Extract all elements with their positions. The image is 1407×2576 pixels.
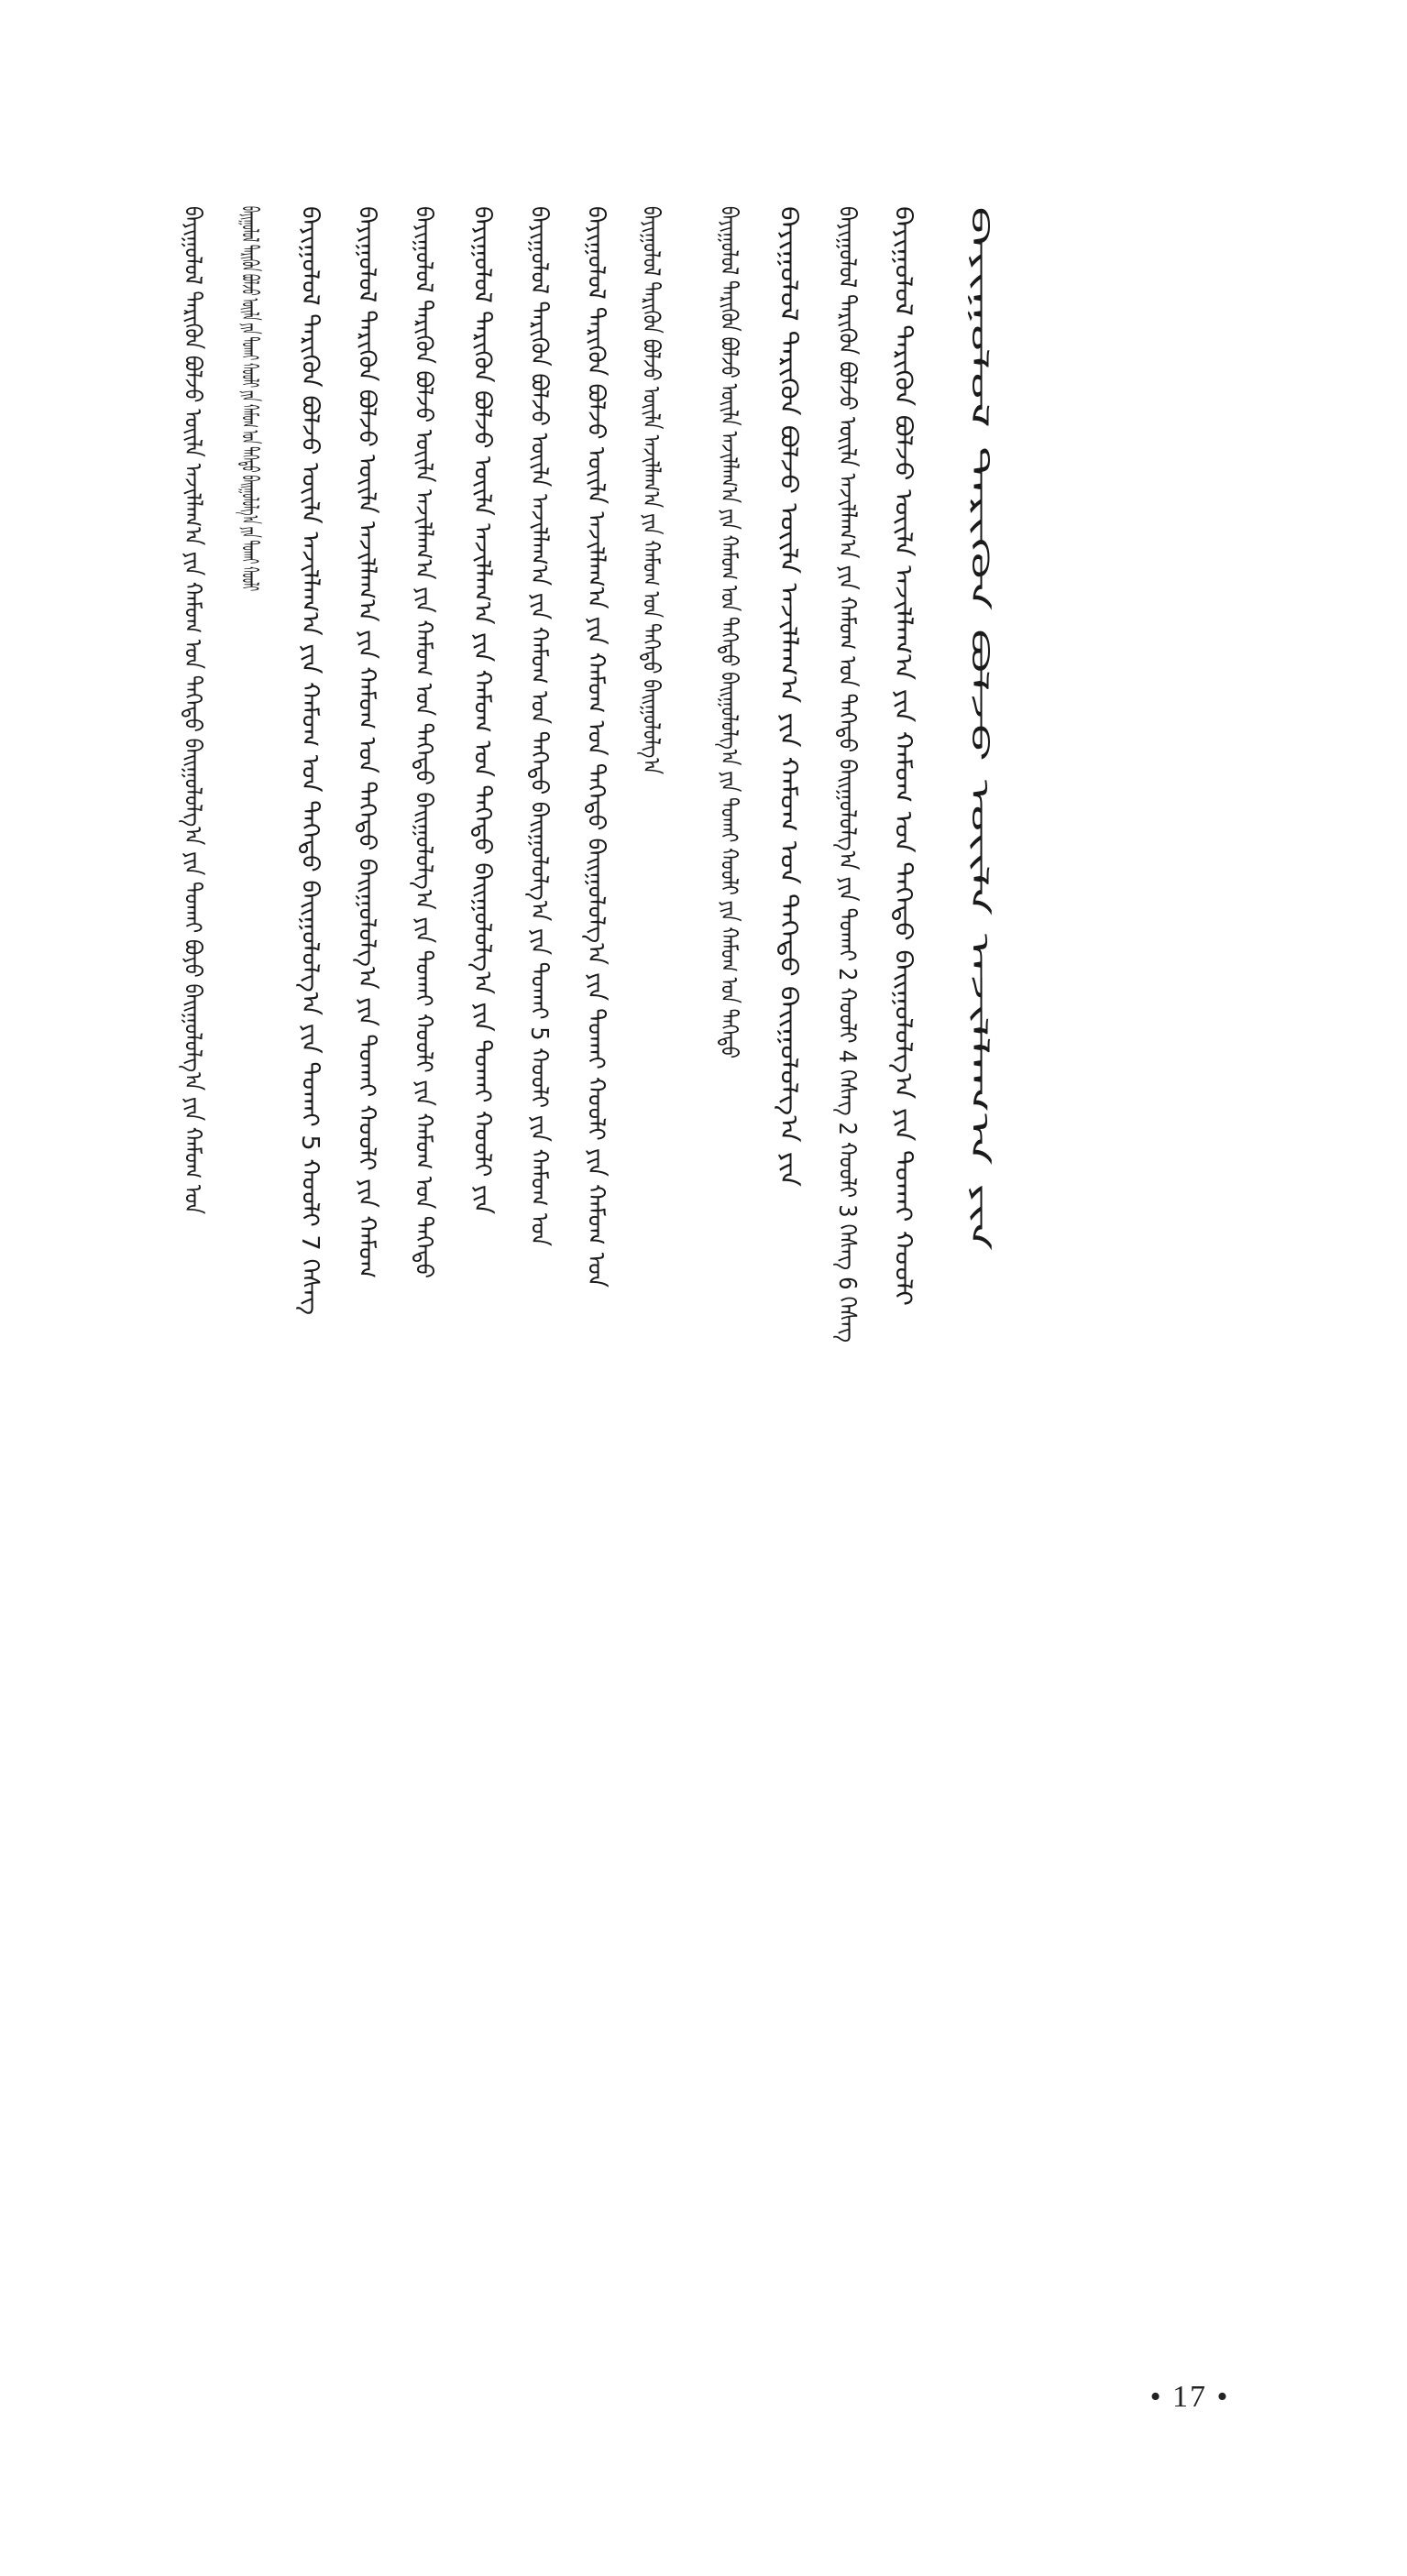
column-text: ᠪᠠᠶᠢᠭᠤᠯᠤᠯ ᠲᠡᠷᠢᠭᠦᠨ ᠪᠣᠯᠵᠤ ᠦᠢᠯᠡ ᠠᠵᠢᠯᠯᠠᠭ᠎ᠠ ᠶᠢᠨ ᠬᠠᠮᠤᠭ ᠤᠨ ᠳᠡᠭᠡᠳᠦ ᠪᠠᠢᠭᠤᠯᠤᠯᠭ᠎ᠠ ᠶᠢᠨ ᠲᠤᠬᠠᠢ ᠬᠤᠤᠯᠢ xyxy=(889,206,917,1154)
column-text: ᠪᠠᠶᠢᠭᠤᠯᠤᠯ ᠲᠡᠷᠢᠭᠦᠨ ᠪᠣᠯᠵᠤ ᠦᠢᠯᠡ ᠠᠵᠢᠯᠯᠠᠭ᠎ᠠ ᠶᠢᠨ ᠬᠠᠮᠤᠭ ᠤᠨ ᠳᠡᠭᠡᠳᠦ ᠪᠠᠢᠭᠤᠯᠤᠯᠭ᠎ᠠ ᠶᠢᠨ ᠲᠤᠬᠠᠢ 5 ᠬᠤᠤᠯᠢ 7 ᠬᠡᠰᠡᠭ xyxy=(296,206,324,1260)
column-text: ᠪᠠᠶᠢᠭᠤᠯᠤᠯ ᠲᠡᠷᠢᠭᠦᠨ ᠪᠣᠯᠵᠤ ᠦᠢᠯᠡ ᠠᠵᠢᠯᠯᠠᠭ᠎ᠠ ᠶᠢᠨ ᠬᠠᠮᠤᠭ ᠤᠨ ᠳᠡᠭᠡᠳᠦ ᠪᠠᠢᠭᠤᠯᠤᠯᠭ᠎ᠠ ᠶᠢᠨ ᠲᠤᠬᠠᠢ 5 ᠬᠤᠤᠯᠢ ᠶᠢᠨ ᠬᠠᠮᠤᠭ ᠤᠨ xyxy=(525,206,553,1325)
text-column xyxy=(770,206,807,1187)
text-column xyxy=(464,206,500,1214)
text-column xyxy=(231,206,268,1226)
text-column xyxy=(521,206,557,1325)
text-column xyxy=(174,206,211,1420)
text-column xyxy=(577,206,614,1303)
column-text: ᠪᠠᠶᠢᠭᠤᠯᠤᠯ ᠲᠡᠷᠢᠭᠦᠨ ᠪᠣᠯᠵᠤ ᠦᠢᠯᠡ ᠠᠵᠢᠯᠯᠠᠭ᠎ᠠ ᠶᠢᠨ ᠬᠠᠮᠤᠭ ᠤᠨ ᠳᠡᠭᠡᠳᠦ ᠪᠠᠢᠭᠤᠯᠤᠯᠭ᠎ᠠ ᠶᠢᠨ ᠲᠤᠬᠠᠢ ᠬᠤᠤᠯᠢ ᠶᠢᠨ ᠬᠠᠮᠤᠭ ᠤᠨ ᠳᠡᠭᠡᠳᠦ xyxy=(715,206,742,1378)
text-column xyxy=(829,206,865,1523)
text-column xyxy=(885,206,921,1306)
text-column xyxy=(632,206,669,976)
text-column xyxy=(291,206,328,1315)
vertical-text-body xyxy=(174,206,1182,2451)
column-text: ᠪᠠᠶᠢᠭᠤᠯᠤᠯ ᠲᠡᠷᠢᠭᠦᠨ ᠪᠣᠯᠵᠤ ᠦᠢᠯᠡ ᠶᠢᠨ ᠲᠤᠬᠠᠢ ᠬᠤᠤᠯᠢ ᠶᠢᠨ ᠬᠠᠮᠤᠭ ᠤᠨ ᠳᠡᠭᠡᠳᠦ ᠪᠠᠢᠭᠤᠯᠤᠯᠭ᠎ᠠ ᠶᠢᠨ ᠲᠤᠬᠠᠢ ᠬᠤᠤᠯᠢ xyxy=(236,206,263,1226)
text-column xyxy=(961,206,997,1251)
page-number: • 17 • xyxy=(1149,2380,1230,2414)
text-column xyxy=(405,206,442,1378)
text-column xyxy=(348,206,385,1278)
column-text: ᠪᠠᠶᠢᠭᠤᠯᠤᠯ ᠲᠡᠷᠢᠭᠦᠨ ᠪᠣᠯᠵᠤ ᠦᠢᠯᠡ ᠠᠵᠢᠯᠯᠠᠭ᠎ᠠ ᠶᠢᠨ ᠬᠠᠮᠤᠭ ᠤᠨ ᠳᠡᠭᠡᠳᠦ ᠪᠠᠢᠭᠤᠯᠤᠯᠭ᠎ᠠ ᠶᠢᠨ ᠲᠤᠬᠠᠢ ᠬᠤᠤᠯᠢ ᠶᠢᠨ ᠬᠠᠮᠤᠭ xyxy=(353,206,380,1259)
column-text: ᠪᠠᠶᠢᠭᠤᠯᠤᠯ ᠲᠡᠷᠢᠭᠦᠨ ᠪᠣᠯᠵᠤ ᠦᠢᠯᠡ ᠠᠵᠢᠯᠯᠠᠭ᠎ᠠ ᠶᠢᠨ ᠬᠠᠮᠤᠭ ᠤᠨ ᠳᠡᠭᠡᠳᠦ ᠪᠠᠢᠭᠤᠯᠤᠯᠭ᠎ᠠ ᠶᠢᠨ ᠲᠤᠬᠠᠢ ᠬᠤᠤᠯᠢ ᠶᠢᠨ ᠬᠠᠮᠤᠭ ᠤᠨ xyxy=(582,206,610,1303)
column-text: ᠪᠠᠶᠢᠭᠤᠯᠤᠯ ᠲᠡᠷᠢᠭᠦᠨ ᠪᠣᠯᠵᠤ ᠦᠢᠯᠡ ᠠᠵᠢᠯᠯᠠᠭ᠎ᠠ ᠶᠢᠨ ᠬᠠᠮᠤᠭ ᠤᠨ ᠳᠡᠭᠡᠳᠦ ᠪᠠᠢᠭᠤᠯᠤᠯᠭ᠎ᠠ ᠶᠢᠨ ᠲᠤᠬᠠᠢ 2 ᠬᠤᠤᠯᠢ 4 ᠬᠡᠰᠡᠭ 2 ᠬᠤᠤᠯᠢ 3 ᠬᠡᠰᠡᠭ 6 ᠬᠡᠰᠡᠭ xyxy=(833,206,861,1523)
text-column xyxy=(710,206,747,1378)
column-text: ᠪᠠᠶᠢᠭᠤᠯᠤᠯ ᠲᠡᠷᠢᠭᠦᠨ ᠪᠣᠯᠵᠤ ᠦᠢᠯᠡ ᠠᠵᠢᠯᠯᠠᠭ᠎ᠠ ᠶᠢᠨ xyxy=(965,206,993,652)
column-text: ᠪᠠᠶᠢᠭᠤᠯᠤᠯ ᠲᠡᠷᠢᠭᠦᠨ ᠪᠣᠯᠵᠤ ᠦᠢᠯᠡ ᠠᠵᠢᠯᠯᠠᠭ᠎ᠠ ᠶᠢᠨ ᠬᠠᠮᠤᠭ ᠤᠨ ᠳᠡᠭᠡᠳᠦ ᠪᠠᠢᠭᠤᠯᠤᠯᠭ᠎ᠠ xyxy=(637,206,665,976)
column-text: ᠪᠠᠶᠢᠭᠤᠯᠤᠯ ᠲᠡᠷᠢᠭᠦᠨ ᠪᠣᠯᠵᠤ ᠦᠢᠯᠡ ᠠᠵᠢᠯᠯᠠᠭ᠎ᠠ ᠶᠢᠨ ᠬᠠᠮᠤᠭ ᠤᠨ ᠳᠡᠭᠡᠳᠦ ᠪᠠᠢᠭᠤᠯᠤᠯᠭ᠎ᠠ ᠶᠢᠨ xyxy=(775,206,802,1012)
column-text: ᠪᠠᠶᠢᠭᠤᠯᠤᠯ ᠲᠡᠷᠢᠭᠦᠨ ᠪᠣᠯᠵᠤ ᠦᠢᠯᠡ ᠠᠵᠢᠯᠯᠠᠭ᠎ᠠ ᠶᠢᠨ ᠬᠠᠮᠤᠭ ᠤᠨ ᠳᠡᠭᠡᠳᠦ ᠪᠠᠢᠭᠤᠯᠤᠯᠭ᠎ᠠ ᠶᠢᠨ ᠲᠤᠬᠠᠢ ᠬᠤᠤᠯᠢ ᠶᠢᠨ xyxy=(468,206,496,1190)
column-text: ᠪᠠᠶᠢᠭᠤᠯᠤᠯ ᠲᠡᠷᠢᠭᠦᠨ ᠪᠣᠯᠵᠤ ᠦᠢᠯᠡ ᠠᠵᠢᠯᠯᠠᠭ᠎ᠠ ᠶᠢᠨ ᠬᠠᠮᠤᠭ ᠤᠨ ᠳᠡᠭᠡᠳᠦ ᠪᠠᠢᠭᠤᠯᠤᠯᠭ᠎ᠠ ᠶᠢᠨ ᠲᠤᠬᠠᠢ ᠬᠤᠤᠯᠢ ᠶᠢᠨ ᠬᠠᠮᠤᠭ ᠤᠨ ᠳᠡᠭᠡᠳᠦ xyxy=(410,206,437,1378)
column-text: ᠪᠠᠶᠢᠭᠤᠯᠤᠯ ᠲᠡᠷᠢᠭᠦᠨ ᠪᠣᠯᠵᠤ ᠦᠢᠯᠡ ᠠᠵᠢᠯᠯᠠᠭ᠎ᠠ ᠶᠢᠨ ᠬᠠᠮᠤᠭ ᠤᠨ ᠳᠡᠭᠡᠳᠦ ᠪᠠᠢᠭᠤᠯᠤᠯᠭ᠎ᠠ ᠶᠢᠨ ᠲᠤᠬᠠᠢ ᠪᠤᠶᠤ ᠪᠠᠢᠭᠤᠯᠤᠯᠭ᠎ᠠ ᠶᠢᠨ ᠬᠠᠮᠤᠭ ᠤᠨ xyxy=(179,206,206,1420)
